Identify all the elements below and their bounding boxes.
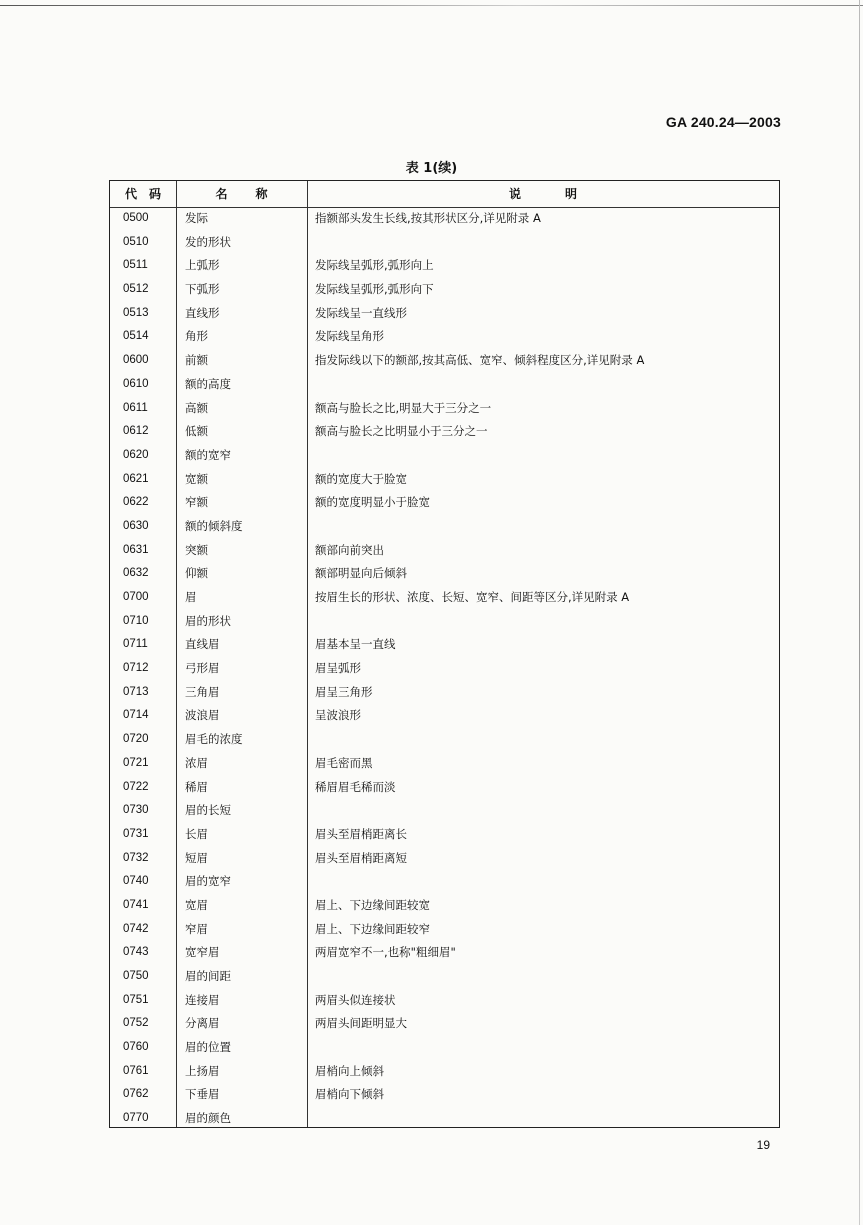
table-row — [110, 539, 779, 563]
row-code: 0731 — [123, 827, 149, 840]
row-code: 0720 — [123, 733, 149, 746]
row-code: 0751 — [123, 993, 149, 1006]
table-row — [110, 776, 779, 800]
row-name: 高额 — [185, 400, 208, 415]
row-description: 眉头至眉梢距离长 — [315, 826, 407, 841]
row-description: 眉呈三角形 — [315, 684, 373, 699]
row-code: 0750 — [123, 970, 149, 982]
row-code: 0743 — [123, 946, 149, 959]
row-name: 额的倾斜度 — [185, 518, 243, 533]
table-row — [110, 325, 779, 349]
row-name: 直线眉 — [185, 637, 220, 652]
row-description: 两眉宽窄不一,也称"粗细眉" — [315, 945, 456, 960]
row-code: 0712 — [123, 662, 149, 675]
row-description: 眉头至眉梢距离短 — [315, 850, 407, 865]
row-name: 低额 — [185, 424, 208, 439]
row-code: 0740 — [123, 875, 149, 888]
row-name: 眉 — [185, 590, 197, 604]
table-header — [110, 181, 779, 208]
row-code: 0741 — [123, 898, 149, 911]
row-name: 三角眉 — [185, 684, 220, 699]
table-row — [110, 799, 779, 823]
table-row — [110, 894, 779, 918]
table-row — [110, 562, 779, 586]
table-row — [110, 728, 779, 752]
row-description: 额的宽度明显小于脸宽 — [315, 495, 430, 510]
scan-edge-right — [859, 0, 860, 1225]
table-row — [110, 207, 779, 231]
row-code: 0510 — [123, 235, 149, 248]
row-description: 额的宽度大于脸宽 — [315, 471, 407, 486]
row-description: 眉梢向上倾斜 — [315, 1063, 384, 1078]
table-row — [110, 965, 779, 989]
table-row — [110, 468, 779, 492]
row-description: 眉基本呈一直线 — [315, 637, 396, 652]
header-description: 说明 — [508, 187, 621, 201]
document-code: GA 240.24—2003 — [665, 114, 781, 130]
row-code: 0722 — [123, 780, 149, 793]
row-name: 上扬眉 — [185, 1063, 220, 1078]
row-name: 上弧形 — [185, 258, 220, 273]
table-row — [110, 444, 779, 468]
row-name: 直线形 — [185, 305, 220, 320]
row-code: 0714 — [123, 709, 149, 722]
row-code: 0732 — [123, 851, 149, 864]
table-row — [110, 918, 779, 942]
row-code: 0762 — [123, 1088, 149, 1101]
table-row — [110, 515, 779, 539]
row-description: 按眉生长的形状、浓度、长短、宽窄、间距等区分,详见附录 A — [315, 590, 630, 604]
table-row — [110, 989, 779, 1013]
row-code: 0622 — [123, 496, 149, 509]
header-code: 代码 — [124, 187, 173, 201]
row-code: 0770 — [123, 1112, 149, 1125]
row-code: 0700 — [123, 591, 149, 603]
header-name: 名称 — [215, 187, 296, 201]
table-title: 表 1(续) — [405, 161, 458, 176]
row-name: 眉的长短 — [185, 803, 231, 818]
table-row — [110, 349, 779, 373]
row-name: 角形 — [185, 329, 208, 344]
table-row — [110, 610, 779, 634]
row-description: 两眉头间距明显大 — [315, 1016, 407, 1031]
row-description: 眉上、下边缘间距较宽 — [315, 897, 430, 912]
table-row — [110, 397, 779, 421]
row-code: 0632 — [123, 567, 149, 580]
row-description: 额高与脸长之比明显小于三分之一 — [315, 424, 488, 439]
table-row — [110, 704, 779, 728]
row-code: 0620 — [123, 448, 149, 461]
table-row — [110, 1083, 779, 1107]
row-code: 0710 — [123, 614, 149, 627]
row-code: 0500 — [123, 212, 149, 224]
row-description: 指发际线以下的额部,按其高低、宽窄、倾斜程度区分,详见附录 A — [315, 353, 645, 368]
row-name: 窄眉 — [185, 921, 208, 936]
row-code: 0600 — [123, 354, 149, 367]
row-name: 眉的颜色 — [185, 1111, 231, 1126]
row-code: 0610 — [123, 377, 149, 390]
row-description: 发际线呈角形 — [315, 329, 384, 344]
data-table — [109, 180, 780, 1128]
table-row — [110, 870, 779, 894]
page-number: 19 — [756, 1138, 770, 1152]
row-code: 0513 — [123, 306, 149, 319]
row-name: 前额 — [185, 353, 208, 368]
row-code: 0721 — [123, 756, 149, 769]
row-description: 额部向前突出 — [315, 542, 384, 557]
row-code: 0612 — [123, 425, 149, 438]
row-code: 0761 — [123, 1064, 149, 1077]
row-description: 发际线呈弧形,弧形向下 — [315, 282, 434, 297]
table-row — [110, 823, 779, 847]
row-name: 窄额 — [185, 495, 208, 510]
row-description: 呈波浪形 — [315, 708, 361, 723]
table-body — [110, 207, 779, 1131]
table-row — [110, 491, 779, 515]
row-name: 宽眉 — [185, 897, 208, 912]
row-name: 短眉 — [185, 850, 208, 865]
table-row — [110, 302, 779, 326]
row-name: 发的形状 — [185, 234, 231, 249]
row-name: 连接眉 — [185, 992, 220, 1007]
row-code: 0631 — [123, 543, 149, 556]
row-code: 0611 — [123, 401, 148, 414]
row-name: 眉的宽窄 — [185, 874, 231, 889]
row-name: 下垂眉 — [185, 1087, 220, 1102]
row-description: 眉上、下边缘间距较窄 — [315, 921, 430, 936]
row-code: 0742 — [123, 922, 149, 935]
row-name: 眉的位置 — [185, 1040, 231, 1055]
table-row — [110, 420, 779, 444]
row-code: 0630 — [123, 519, 149, 532]
row-name: 眉的形状 — [185, 613, 231, 628]
row-code: 0713 — [123, 685, 149, 698]
row-description: 发际线呈弧形,弧形向上 — [315, 258, 434, 273]
row-code: 0621 — [123, 472, 149, 485]
table-row — [110, 1107, 779, 1131]
table-row — [110, 633, 779, 657]
table-row — [110, 586, 779, 610]
table-row — [110, 1012, 779, 1036]
row-name: 波浪眉 — [185, 708, 220, 723]
table-row — [110, 254, 779, 278]
row-name: 浓眉 — [185, 755, 208, 770]
row-name: 下弧形 — [185, 282, 220, 297]
row-name: 眉毛的浓度 — [185, 732, 243, 747]
table-row — [110, 1060, 779, 1084]
row-description: 额高与脸长之比,明显大于三分之一 — [315, 400, 492, 415]
table-row — [110, 657, 779, 681]
row-description: 眉呈弧形 — [315, 661, 361, 676]
row-description: 指额部头发生长线,按其形状区分,详见附录 A — [315, 211, 541, 225]
row-name: 眉的间距 — [185, 969, 231, 983]
row-name: 宽窄眉 — [185, 945, 220, 960]
table-row — [110, 752, 779, 776]
row-description: 眉毛密而黑 — [315, 755, 373, 770]
row-code: 0752 — [123, 1017, 149, 1030]
row-code: 0711 — [123, 638, 148, 651]
row-description: 额部明显向后倾斜 — [315, 566, 407, 581]
row-name: 分离眉 — [185, 1016, 220, 1031]
row-description: 眉梢向下倾斜 — [315, 1087, 384, 1102]
table-row — [110, 231, 779, 255]
table-row — [110, 847, 779, 871]
table-row — [110, 373, 779, 397]
table-row — [110, 681, 779, 705]
row-name: 弓形眉 — [185, 661, 220, 676]
row-description: 稀眉眉毛稀而淡 — [315, 779, 396, 794]
row-name: 长眉 — [185, 826, 208, 841]
row-name: 稀眉 — [185, 779, 208, 794]
row-code: 0511 — [123, 259, 148, 272]
table-row — [110, 278, 779, 302]
table-row — [110, 941, 779, 965]
row-code: 0512 — [123, 283, 149, 296]
table-row — [110, 1036, 779, 1060]
row-name: 发际 — [185, 211, 208, 225]
row-name: 仰额 — [185, 566, 208, 581]
row-code: 0514 — [123, 330, 149, 343]
row-name: 额的高度 — [185, 376, 231, 391]
row-description: 发际线呈一直线形 — [315, 305, 407, 320]
row-name: 突额 — [185, 542, 208, 557]
row-description: 两眉头似连接状 — [315, 992, 396, 1007]
row-name: 宽额 — [185, 471, 208, 486]
row-code: 0730 — [123, 804, 149, 817]
scan-edge-top — [0, 5, 863, 6]
row-code: 0760 — [123, 1041, 149, 1054]
row-name: 额的宽窄 — [185, 447, 231, 462]
